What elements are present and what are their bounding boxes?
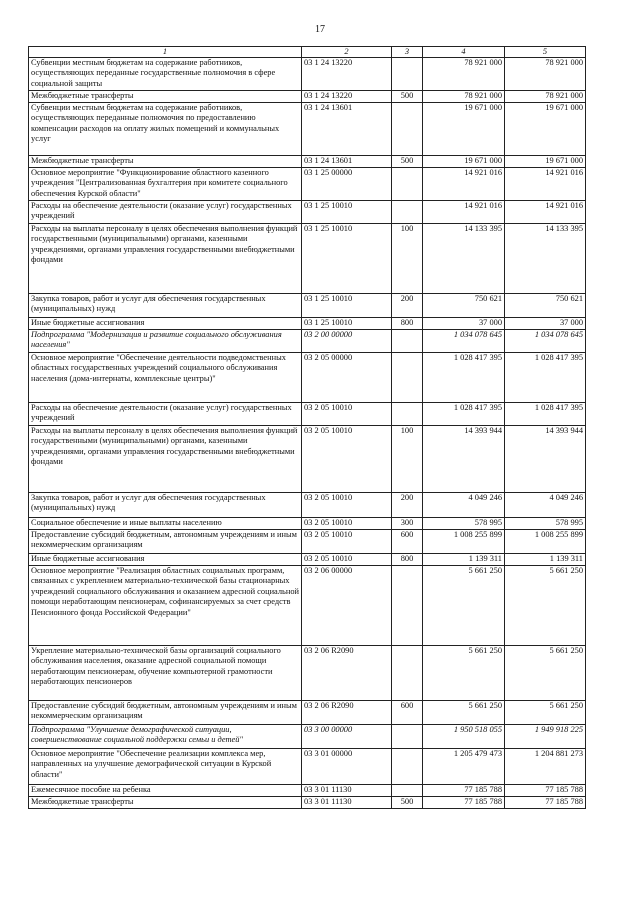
row-name-cell: Социальное обеспечение и иные выплаты населению [29,518,302,530]
table-row [29,318,586,330]
header-col-2: 2 [302,47,392,58]
row-code-cell: 03 2 05 00000 [302,353,392,403]
row-amount-1-cell: 14 393 944 [423,426,505,493]
row-amount-2-cell: 1 028 417 395 [505,353,586,403]
header-col-4: 4 [423,47,505,58]
row-amount-1-cell: 578 995 [423,518,505,530]
row-name-cell: Расходы на выплаты персоналу в целях обеспечения выполнения функций государственными (муниципальными) органами, казенными учреждениями, органами управления государственными внебюджетными фондами [29,224,302,294]
header-col-3: 3 [392,47,423,58]
row-amount-1-cell: 1 950 518 055 [423,725,505,749]
header-row [29,47,586,58]
row-type-cell [392,58,423,91]
table-row [29,403,586,426]
row-amount-2-cell: 19 671 000 [505,156,586,168]
row-name-cell: Субвенции местным бюджетам на содержание работников, осуществляющих переданные полномочия по предоставлению компенсации расходов на оплату жилых помещений и коммунальных услуг [29,103,302,156]
row-name-cell: Закупка товаров, работ и услуг для обеспечения государственных (муниципальных) нужд [29,493,302,518]
row-code-cell: 03 2 05 10010 [302,530,392,554]
row-amount-1-cell: 750 621 [423,294,505,318]
row-code-cell: 03 2 00 00000 [302,330,392,353]
row-name-cell: Ежемесячное пособие на ребенка [29,785,302,797]
row-type-cell [392,749,423,785]
row-amount-1-cell: 14 133 395 [423,224,505,294]
row-amount-2-cell: 578 995 [505,518,586,530]
row-name-cell: Расходы на обеспечение деятельности (оказание услуг) государственных учреждений [29,403,302,426]
table-body [29,58,586,809]
table-row [29,156,586,168]
row-amount-1-cell: 1 028 417 395 [423,403,505,426]
table-row [29,91,586,103]
table-row [29,224,586,294]
row-type-cell [392,168,423,201]
row-amount-2-cell: 78 921 000 [505,91,586,103]
table-row [29,554,586,566]
row-code-cell: 03 1 25 10010 [302,318,392,330]
row-code-cell: 03 1 25 00000 [302,168,392,201]
row-amount-2-cell: 14 921 016 [505,201,586,224]
row-type-cell: 100 [392,426,423,493]
row-name-cell: Расходы на обеспечение деятельности (оказание услуг) государственных учреждений [29,201,302,224]
row-amount-1-cell: 1 139 311 [423,554,505,566]
row-code-cell: 03 1 25 10010 [302,201,392,224]
row-code-cell: 03 3 01 11130 [302,785,392,797]
row-type-cell [392,725,423,749]
row-amount-2-cell: 750 621 [505,294,586,318]
row-code-cell: 03 1 25 10010 [302,224,392,294]
header-col-5: 5 [505,47,586,58]
row-amount-1-cell: 1 205 479 473 [423,749,505,785]
row-name-cell: Закупка товаров, работ и услуг для обеспечения государственных (муниципальных) нужд [29,294,302,318]
row-amount-2-cell: 1 204 881 273 [505,749,586,785]
row-amount-1-cell: 77 185 788 [423,797,505,809]
row-code-cell: 03 2 05 10010 [302,493,392,518]
row-type-cell [392,103,423,156]
row-amount-1-cell: 5 661 250 [423,701,505,725]
row-type-cell [392,785,423,797]
table-row [29,566,586,646]
row-type-cell [392,353,423,403]
row-type-cell: 300 [392,518,423,530]
row-amount-2-cell: 1 034 078 645 [505,330,586,353]
row-amount-1-cell: 1 034 078 645 [423,330,505,353]
row-code-cell: 03 1 24 13220 [302,58,392,91]
row-name-cell: Подпрограмма "Улучшение демографической ситуации, совершенствование социальной поддержки семьи и детей" [29,725,302,749]
row-code-cell: 03 1 24 13601 [302,103,392,156]
row-type-cell: 500 [392,91,423,103]
row-type-cell [392,646,423,701]
row-amount-1-cell: 1 008 255 899 [423,530,505,554]
row-amount-2-cell: 5 661 250 [505,646,586,701]
row-type-cell: 600 [392,530,423,554]
row-type-cell: 800 [392,554,423,566]
row-amount-2-cell: 19 671 000 [505,103,586,156]
row-code-cell: 03 2 06 R2090 [302,701,392,725]
row-amount-2-cell: 5 661 250 [505,701,586,725]
row-amount-2-cell: 4 049 246 [505,493,586,518]
row-amount-2-cell: 1 008 255 899 [505,530,586,554]
row-amount-2-cell: 78 921 000 [505,58,586,91]
row-name-cell: Иные бюджетные ассигнования [29,554,302,566]
row-name-cell: Основное мероприятие "Реализация областных социальных программ, связанных с укреплением материально-технической базы стационарных учреждений социального обслуживания и оказанием адресной социальной помощи неработающим пенсионерам, софинансируемых за счет средств Пенсионного фонда Российской Федерации" [29,566,302,646]
table-row [29,353,586,403]
table-row [29,493,586,518]
row-amount-2-cell: 14 133 395 [505,224,586,294]
table-row [29,530,586,554]
table-row [29,294,586,318]
row-code-cell: 03 2 06 00000 [302,566,392,646]
row-type-cell [392,330,423,353]
row-name-cell: Межбюджетные трансферты [29,91,302,103]
row-type-cell [392,403,423,426]
row-code-cell: 03 3 01 00000 [302,749,392,785]
row-amount-1-cell: 4 049 246 [423,493,505,518]
table-row [29,168,586,201]
page-number: 17 [315,24,325,35]
row-amount-1-cell: 78 921 000 [423,91,505,103]
row-code-cell: 03 1 24 13601 [302,156,392,168]
row-amount-1-cell: 19 671 000 [423,103,505,156]
row-amount-2-cell: 37 000 [505,318,586,330]
row-name-cell: Основное мероприятие "Обеспечение реализации комплекса мер, направленных на улучшение демографической ситуации в Курской области" [29,749,302,785]
row-code-cell: 03 2 05 10010 [302,554,392,566]
row-code-cell: 03 3 00 00000 [302,725,392,749]
table-row [29,725,586,749]
table-row [29,749,586,785]
row-amount-1-cell: 1 028 417 395 [423,353,505,403]
row-amount-1-cell: 14 921 016 [423,168,505,201]
row-type-cell: 500 [392,156,423,168]
row-name-cell: Основное мероприятие "Функционирование областного казенного учреждения "Централизованная бухгалтерия при комитете социального обеспечения Курской области" [29,168,302,201]
row-type-cell: 800 [392,318,423,330]
row-code-cell: 03 2 06 R2090 [302,646,392,701]
table-row [29,426,586,493]
table-row [29,797,586,809]
row-amount-2-cell: 77 185 788 [505,797,586,809]
row-type-cell [392,566,423,646]
row-amount-1-cell: 5 661 250 [423,566,505,646]
row-name-cell: Укрепление материально-технической базы организаций социального обслуживания населения, оказание адресной социальной помощи неработающим пенсионерам, обучение компьютерной грамотности неработающих пенсионеров [29,646,302,701]
row-type-cell: 200 [392,294,423,318]
row-name-cell: Предоставление субсидий бюджетным, автономным учреждениям и иным некоммерческим организациям [29,530,302,554]
table-row [29,58,586,91]
table-row [29,701,586,725]
row-amount-2-cell: 77 185 788 [505,785,586,797]
row-amount-1-cell: 77 185 788 [423,785,505,797]
table-row [29,646,586,701]
row-amount-2-cell: 14 393 944 [505,426,586,493]
row-code-cell: 03 2 05 10010 [302,403,392,426]
row-type-cell: 600 [392,701,423,725]
row-amount-2-cell: 1 949 918 225 [505,725,586,749]
row-code-cell: 03 2 05 10010 [302,518,392,530]
table-row [29,518,586,530]
table-row [29,201,586,224]
row-code-cell: 03 2 05 10010 [302,426,392,493]
table-row [29,330,586,353]
row-amount-1-cell: 78 921 000 [423,58,505,91]
row-amount-2-cell: 14 921 016 [505,168,586,201]
header-col-1: 1 [29,47,302,58]
row-name-cell: Расходы на выплаты персоналу в целях обеспечения выполнения функций государственными (муниципальными) органами, казенными учреждениями, органами управления государственными внебюджетными фондами [29,426,302,493]
row-amount-1-cell: 37 000 [423,318,505,330]
row-name-cell: Основное мероприятие "Обеспечение деятельности подведомственных областных государственных учреждений социального обслуживания населения (дома-интернаты, комплексные центры)" [29,353,302,403]
row-type-cell: 200 [392,493,423,518]
row-amount-1-cell: 5 661 250 [423,646,505,701]
row-type-cell [392,201,423,224]
row-name-cell: Иные бюджетные ассигнования [29,318,302,330]
row-name-cell: Межбюджетные трансферты [29,156,302,168]
row-name-cell: Субвенции местным бюджетам на содержание работников, осуществляющих переданные государственные полномочия в сфере социальной защиты [29,58,302,91]
row-amount-1-cell: 19 671 000 [423,156,505,168]
table-row [29,103,586,156]
row-amount-2-cell: 1 028 417 395 [505,403,586,426]
row-type-cell: 500 [392,797,423,809]
row-amount-1-cell: 14 921 016 [423,201,505,224]
row-name-cell: Подпрограмма "Модернизация и развитие социального обслуживания населения" [29,330,302,353]
row-code-cell: 03 1 25 10010 [302,294,392,318]
row-name-cell: Межбюджетные трансферты [29,797,302,809]
row-name-cell: Предоставление субсидий бюджетным, автономным учреждениям и иным некоммерческим организациям [29,701,302,725]
row-type-cell: 100 [392,224,423,294]
row-amount-2-cell: 1 139 311 [505,554,586,566]
budget-table [28,46,586,809]
table-row [29,785,586,797]
row-code-cell: 03 1 24 13220 [302,91,392,103]
row-code-cell: 03 3 01 11130 [302,797,392,809]
row-amount-2-cell: 5 661 250 [505,566,586,646]
